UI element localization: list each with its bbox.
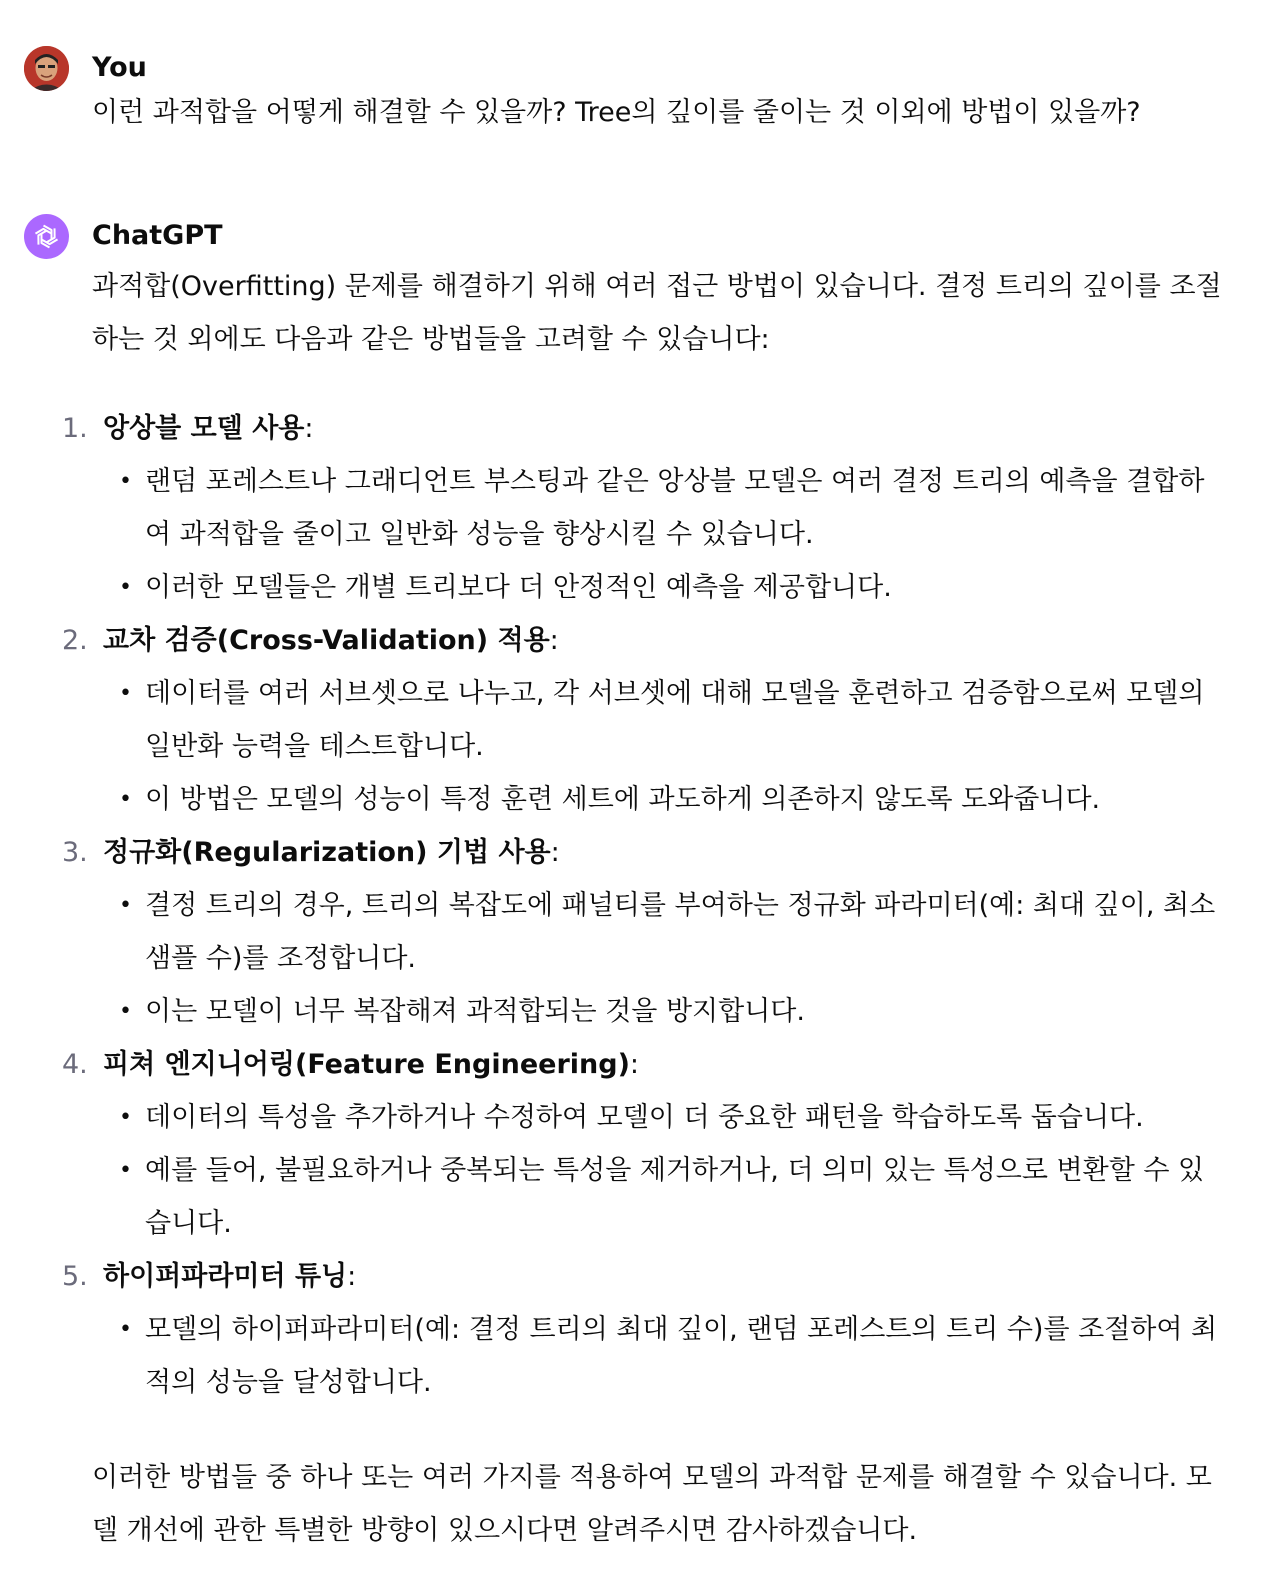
bullet-item xyxy=(0,1144,1280,1250)
list-item-title xyxy=(103,1250,356,1303)
list-item-title-bold: 피쳐 엔지니어링(Feature Engineering) xyxy=(103,1049,630,1080)
bullet-text: 랜덤 포레스트나 그래디언트 부스팅과 같은 앙상블 모델은 여러 결정 트리의 예측을 결합하여 과적합을 줄이고 일반화 성능을 향상시킬 수 있습니다. xyxy=(145,466,1205,550)
bullet-item xyxy=(0,455,1280,561)
list-item xyxy=(0,1250,1280,1409)
bullet-dot-icon: • xyxy=(119,787,132,812)
list-item-title-bold: 정규화(Regularization) 기법 사용 xyxy=(103,837,551,868)
user-avatar-photo-icon xyxy=(24,46,69,91)
bullet-text: 이러한 모델들은 개별 트리보다 더 안정적인 예측을 제공합니다. xyxy=(145,572,892,603)
bullet-dot-icon: • xyxy=(119,469,132,494)
bullet-text: 모델의 하이퍼파라미터(예: 결정 트리의 최대 깊이, 랜덤 포레스트의 트리 수)를 조절하여 최적의 성능을 달성합니다. xyxy=(145,1314,1218,1398)
bullet-text: 결정 트리의 경우, 트리의 복잡도에 패널티를 부여하는 정규화 파라미터(예: 최대 깊이, 최소 샘플 수)를 조정합니다. xyxy=(145,890,1216,974)
bullet-item xyxy=(0,985,1280,1038)
list-item xyxy=(0,614,1280,826)
bullet-item xyxy=(0,879,1280,985)
list-item-title xyxy=(103,826,560,879)
user-avatar xyxy=(24,46,69,91)
list-item-title-suffix: : xyxy=(304,413,314,444)
bullet-dot-icon: • xyxy=(119,999,132,1024)
bullet-text: 이 방법은 모델의 성능이 특정 훈련 세트에 과도하게 의존하지 않도록 도와줍니다. xyxy=(145,784,1101,815)
list-item-title xyxy=(103,402,313,455)
list-item-number: 5. xyxy=(62,1261,88,1292)
assistant-avatar xyxy=(24,214,69,259)
user-author-name: You xyxy=(92,52,147,83)
list-item-heading xyxy=(0,402,1280,455)
list-item-title-suffix: : xyxy=(549,625,559,656)
list-item-title-suffix: : xyxy=(347,1261,357,1292)
list-item-title-suffix: : xyxy=(550,837,560,868)
list-item-number: 1. xyxy=(62,413,88,444)
list-item-title-suffix: : xyxy=(629,1049,640,1080)
list-item-title-bold: 하이퍼파라미터 튜닝 xyxy=(103,1261,348,1292)
bullet-text: 데이터의 특성을 추가하거나 수정하여 모델이 더 중요한 패턴을 학습하도록 돕습니다. xyxy=(145,1102,1144,1133)
bullet-dot-icon: • xyxy=(119,1105,132,1130)
list-item-heading xyxy=(0,1038,1280,1091)
list-item-number: 4. xyxy=(62,1049,88,1080)
assistant-intro-text: 과적합(Overfitting) 문제를 해결하기 위해 여러 접근 방법이 있습니다. 결정 트리의 깊이를 조절하는 것 외에도 다음과 같은 방법들을 고려할 수 있습니다: xyxy=(92,271,1222,355)
openai-logo-icon xyxy=(24,214,69,259)
list-item-heading xyxy=(0,826,1280,879)
list-item-title xyxy=(103,1038,639,1091)
bullet-text: 예를 들어, 불필요하거나 중복되는 특성을 제거하거나, 더 의미 있는 특성으로 변환할 수 있습니다. xyxy=(145,1155,1205,1239)
bullet-dot-icon: • xyxy=(119,681,132,706)
bullet-item xyxy=(0,1303,1280,1409)
bullet-item xyxy=(0,561,1280,614)
bullet-text: 이는 모델이 너무 복잡해져 과적합되는 것을 방지합니다. xyxy=(145,996,805,1027)
user-message-text: 이런 과적합을 어떻게 해결할 수 있을까? Tree의 깊이를 줄이는 것 이외에 방법이 있을까? xyxy=(92,97,1141,128)
list-item-number: 3. xyxy=(62,837,88,868)
list-item xyxy=(0,826,1280,1038)
bullet-item xyxy=(0,667,1280,773)
list-item-heading xyxy=(0,1250,1280,1303)
bullet-dot-icon: • xyxy=(119,1158,132,1183)
list-item-title-bold: 교차 검증(Cross-Validation) 적용 xyxy=(103,625,550,656)
bullet-dot-icon: • xyxy=(119,1317,132,1342)
bullet-item xyxy=(0,1091,1280,1144)
bullet-dot-icon: • xyxy=(119,893,132,918)
list-item xyxy=(0,402,1280,614)
bullet-item xyxy=(0,773,1280,826)
list-item-title xyxy=(103,614,559,667)
list-item-title-bold: 앙상블 모델 사용 xyxy=(103,413,305,444)
list-item-number: 2. xyxy=(62,625,88,656)
bullet-dot-icon: • xyxy=(119,575,132,600)
list-item xyxy=(0,1038,1280,1250)
bullet-text: 데이터를 여러 서브셋으로 나누고, 각 서브셋에 대해 모델을 훈련하고 검증함으로써 모델의 일반화 능력을 테스트합니다. xyxy=(145,678,1205,762)
assistant-outro-text: 이러한 방법들 중 하나 또는 여러 가지를 적용하여 모델의 과적합 문제를 해결할 수 있습니다. 모델 개선에 관한 특별한 방향이 있으시다면 알려주시면 감사하겠습니다. xyxy=(92,1462,1212,1546)
list-item-heading xyxy=(0,614,1280,667)
method-list xyxy=(0,402,1280,1409)
assistant-author-name: ChatGPT xyxy=(92,220,223,251)
